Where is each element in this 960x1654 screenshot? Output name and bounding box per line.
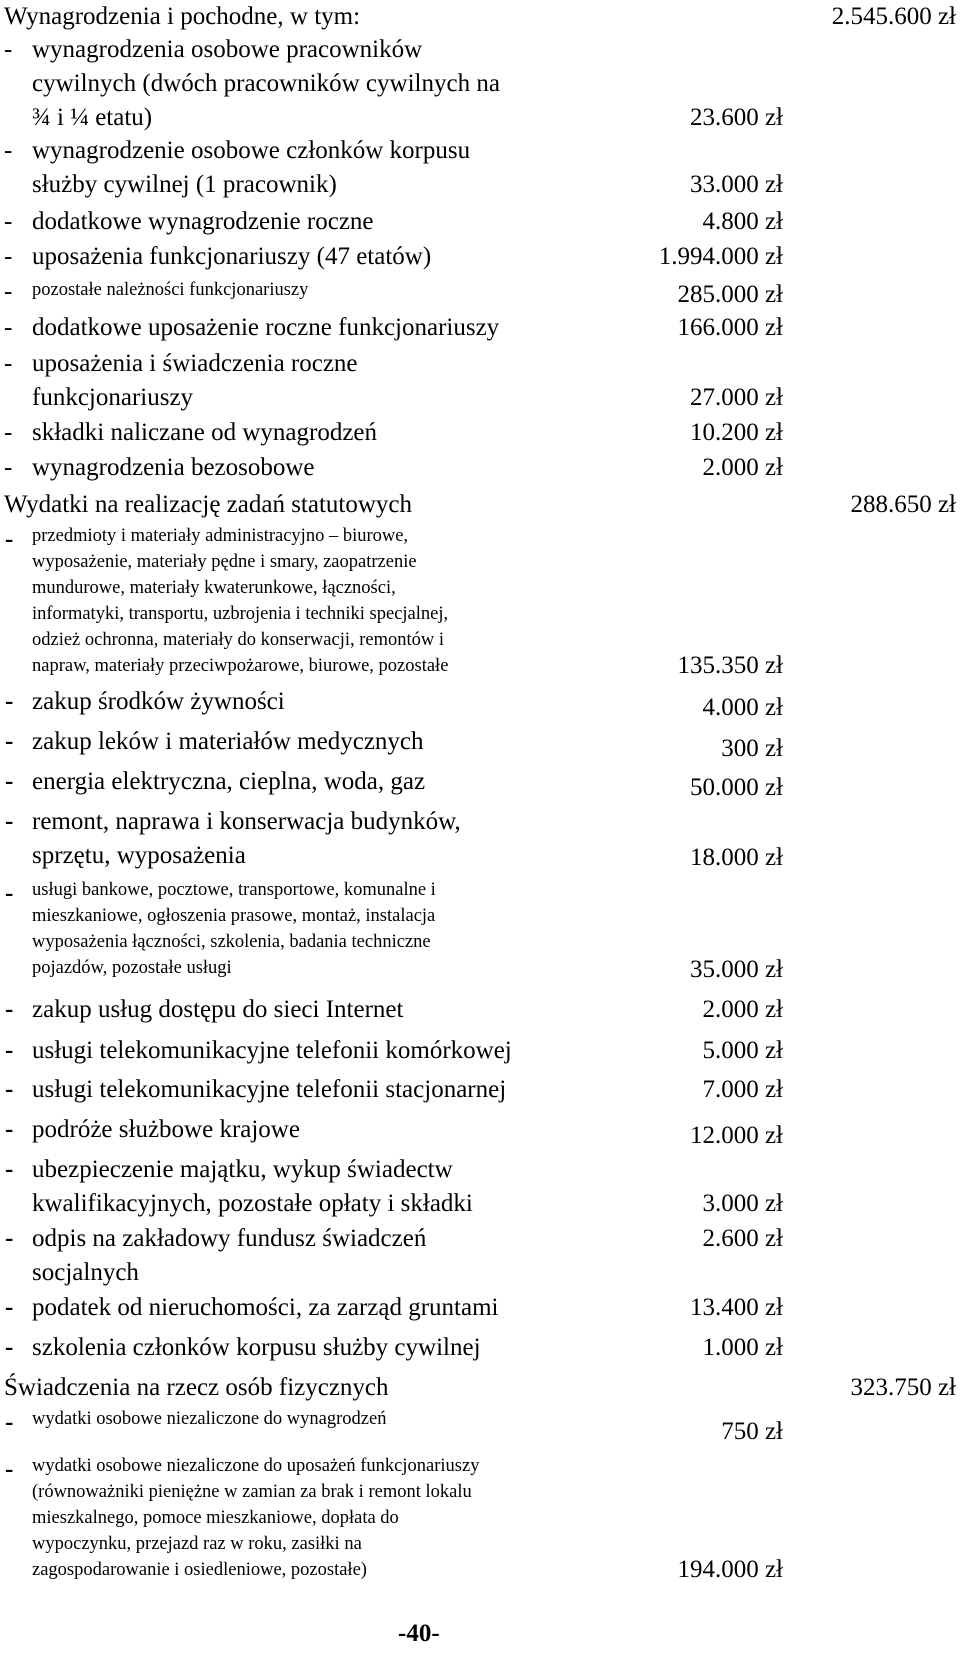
- item-amount: 10.200 zł: [689, 419, 783, 446]
- dash-marker: -: [4, 243, 13, 270]
- item-line: składki naliczane od wynagrodzeń: [32, 419, 378, 446]
- item-line: dodatkowe uposażenie roczne funkcjonariuszy: [32, 314, 500, 341]
- dash-marker: -: [5, 1409, 14, 1436]
- item-line: ubezpieczenie majątku, wykup świadectw: [32, 1156, 453, 1183]
- item-amount: 18.000 zł: [689, 844, 783, 871]
- item-amount: 1.994.000 zł: [658, 243, 783, 270]
- item-line: usługi bankowe, pocztowe, transportowe, komunalne i: [32, 880, 436, 900]
- item-line: pozostałe należności funkcjonariuszy: [32, 280, 309, 300]
- item-line: odpis na zakładowy fundusz świadczeń: [32, 1225, 427, 1252]
- item-line: mieszkaniowe, ogłoszenia prasowe, montaż, instalacja: [32, 906, 436, 926]
- item-line: energia elektryczna, cieplna, woda, gaz: [32, 768, 426, 795]
- item-line: szkolenia członków korpusu służby cywilnej: [32, 1334, 481, 1361]
- dash-marker: -: [4, 137, 13, 164]
- dash-marker: -: [5, 1225, 14, 1252]
- item-amount: 750 zł: [721, 1418, 783, 1445]
- dash-marker: -: [5, 1076, 14, 1103]
- item-amount: 3.000 zł: [702, 1190, 783, 1217]
- item-line: usługi telekomunikacyjne telefonii stacjonarnej: [32, 1076, 507, 1103]
- item-amount: 2.600 zł: [702, 1225, 783, 1252]
- item-line: wyposażenia łączności, szkolenia, badania techniczne: [32, 932, 431, 952]
- dash-marker: -: [5, 1334, 14, 1361]
- item-amount: 13.400 zł: [689, 1294, 783, 1321]
- dash-marker: -: [4, 419, 13, 446]
- item-amount: 194.000 zł: [677, 1556, 783, 1583]
- item-line: (równoważniki pieniężne w zamian za brak i remont lokalu: [32, 1482, 472, 1502]
- item-line: dodatkowe wynagrodzenie roczne: [32, 208, 374, 235]
- item-amount: 7.000 zł: [702, 1076, 783, 1103]
- dash-marker: -: [5, 728, 14, 755]
- dash-marker: -: [4, 208, 13, 235]
- item-line: mieszkalnego, pomoce mieszkaniowe, dopłata do: [32, 1508, 399, 1528]
- item-amount: 50.000 zł: [689, 774, 783, 801]
- item-line: informatyki, transportu, uzbrojenia i techniki specjalnej,: [32, 604, 449, 624]
- item-amount: 1.000 zł: [702, 1334, 783, 1361]
- item-amount: 166.000 zł: [677, 314, 783, 341]
- item-line: podróże służbowe krajowe: [32, 1116, 300, 1143]
- dash-marker: -: [5, 1116, 14, 1143]
- item-amount: 2.000 zł: [702, 454, 783, 481]
- dash-marker: -: [5, 880, 14, 907]
- dash-marker: -: [5, 1156, 14, 1183]
- item-line: socjalnych: [32, 1259, 139, 1286]
- item-line: zagospodarowanie i osiedleniowe, pozostałe): [32, 1560, 367, 1580]
- item-line: wynagrodzenie osobowe członków korpusu: [32, 137, 471, 164]
- item-amount: 27.000 zł: [689, 384, 783, 411]
- dash-marker: -: [4, 278, 13, 305]
- item-line: sprzętu, wyposażenia: [32, 842, 246, 869]
- item-amount: 2.000 zł: [702, 996, 783, 1023]
- item-amount: 12.000 zł: [689, 1122, 783, 1149]
- dash-marker: -: [5, 1456, 14, 1483]
- item-line: napraw, materiały przeciwpożarowe, biurowe, pozostałe: [32, 656, 449, 676]
- item-line: funkcjonariuszy: [32, 384, 194, 411]
- page-number: -40-: [398, 1620, 440, 1647]
- item-line: zakup środków żywności: [32, 688, 285, 715]
- item-line: odzież ochronna, materiały do konserwacji, remontów i: [32, 630, 444, 650]
- item-amount: 285.000 zł: [677, 281, 783, 308]
- item-amount: 300 zł: [721, 735, 783, 762]
- item-line: ¾ i ¼ etatu): [32, 104, 153, 131]
- item-line: podatek od nieruchomości, za zarząd gruntami: [32, 1294, 499, 1321]
- dash-marker: -: [4, 36, 13, 63]
- item-line: zakup leków i materiałów medycznych: [32, 728, 424, 755]
- item-line: wydatki osobowe niezaliczone do wynagrodzeń: [32, 1409, 387, 1429]
- item-line: wynagrodzenia osobowe pracowników: [32, 36, 423, 63]
- section-total: 323.750 zł: [850, 1374, 956, 1401]
- item-line: wyposażenie, materiały pędne i smary, zaopatrzenie: [32, 552, 417, 572]
- dash-marker: -: [5, 808, 14, 835]
- item-line: uposażenia funkcjonariuszy (47 etatów): [32, 243, 432, 270]
- item-line: pojazdów, pozostałe usługi: [32, 958, 232, 978]
- item-line: remont, naprawa i konserwacja budynków,: [32, 808, 461, 835]
- dash-marker: -: [4, 314, 13, 341]
- section-title: Wynagrodzenia i pochodne, w tym:: [4, 3, 361, 30]
- item-amount: 23.600 zł: [689, 104, 783, 131]
- section-total: 2.545.600 zł: [831, 3, 956, 30]
- item-line: zakup usług dostępu do sieci Internet: [32, 996, 404, 1023]
- item-line: służby cywilnej (1 pracownik): [32, 171, 337, 198]
- item-amount: 4.800 zł: [702, 208, 783, 235]
- item-amount: 135.350 zł: [677, 652, 783, 679]
- dash-marker: -: [5, 688, 14, 715]
- item-amount: 4.000 zł: [702, 694, 783, 721]
- dash-marker: -: [5, 526, 14, 553]
- item-amount: 33.000 zł: [689, 171, 783, 198]
- item-line: usługi telekomunikacyjne telefonii komórkowej: [32, 1037, 512, 1064]
- section-title: Świadczenia na rzecz osób fizycznych: [4, 1374, 389, 1401]
- item-line: uposażenia i świadczenia roczne: [32, 350, 358, 377]
- item-line: cywilnych (dwóch pracowników cywilnych na: [32, 70, 500, 97]
- dash-marker: -: [5, 1294, 14, 1321]
- item-line: wydatki osobowe niezaliczone do uposażeń funkcjonariuszy: [32, 1456, 480, 1476]
- section-total: 288.650 zł: [850, 491, 956, 518]
- dash-marker: -: [4, 350, 13, 377]
- item-amount: 35.000 zł: [689, 956, 783, 983]
- item-line: przedmioty i materiały administracyjno – biurowe,: [32, 526, 409, 546]
- dash-marker: -: [4, 454, 13, 481]
- item-amount: 5.000 zł: [702, 1037, 783, 1064]
- dash-marker: -: [5, 1037, 14, 1064]
- dash-marker: -: [5, 996, 14, 1023]
- item-line: wypoczynku, przejazd raz w roku, zasiłki na: [32, 1534, 362, 1554]
- section-title: Wydatki na realizację zadań statutowych: [4, 491, 413, 518]
- dash-marker: -: [5, 768, 14, 795]
- item-line: kwalifikacyjnych, pozostałe opłaty i składki: [32, 1190, 473, 1217]
- item-line: mundurowe, materiały kwaterunkowe, łączności,: [32, 578, 396, 598]
- item-line: wynagrodzenia bezosobowe: [32, 454, 315, 481]
